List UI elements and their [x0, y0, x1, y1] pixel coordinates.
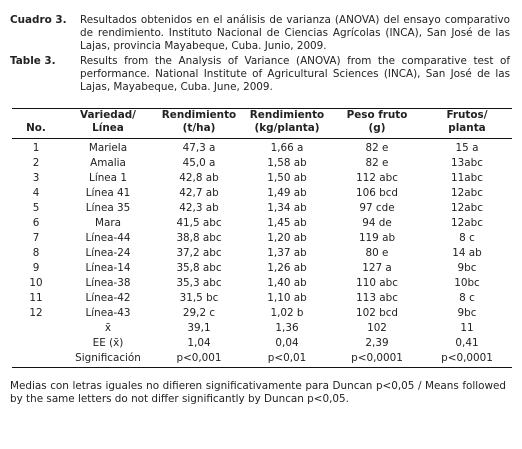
table-row: [12, 306, 512, 321]
table-cell: 29,2 c: [182, 307, 216, 319]
table-cell: Línea-14: [85, 262, 131, 274]
table-cell: 97 cde: [359, 202, 395, 214]
table-row: [12, 261, 512, 276]
header-variedad: Variedad/ Línea: [60, 109, 156, 139]
table-cell: Mariela: [88, 142, 128, 154]
table-row: [12, 231, 512, 246]
table-cell: x̄: [104, 322, 112, 334]
table-cell: 1,04: [187, 337, 211, 349]
table-cell: 12: [29, 307, 43, 319]
caption-text: Resultados obtenidos en el análisis de varianza (ANOVA) del ensayo comparativo de rendimiento. Instituto Nacional de Ciencias Agrícolas (INCA), San José de las Lajas, provincia Mayabeque, Cuba. Junio, 2009.: [80, 14, 510, 52]
table-row: [12, 291, 512, 306]
table-cell: 106 bcd: [355, 187, 399, 199]
table-cell: 41,5 abc: [176, 217, 222, 229]
caption-text: Results from the Analysis of Variance (ANOVA) from the comparative test of performance. National Institute of Agricultural Sciences (INCA), San José de las Lajas, Mayabeque, Cuba. June, 2009.: [80, 55, 510, 93]
table-cell: p<0,0001: [422, 351, 512, 368]
table-cell: 1,50 ab: [267, 172, 307, 184]
table-cell: Línea 41: [85, 187, 131, 199]
summary-row: [12, 351, 512, 368]
table-cell: 14 ab: [452, 247, 482, 259]
summary-row: [12, 336, 512, 351]
table-cell: 3: [32, 172, 40, 184]
table-cell: 1,37 ab: [267, 247, 307, 259]
table-cell: 1,45 ab: [267, 217, 307, 229]
table-cell: 1,20 ab: [267, 232, 307, 244]
table-cell: Línea 1: [89, 172, 127, 184]
table-cell: 12abc: [451, 202, 483, 214]
table-cell: 42,7 ab: [179, 187, 219, 199]
summary-row: [12, 321, 512, 336]
table-cell: 12abc: [451, 217, 483, 229]
table-cell: Línea-43: [85, 307, 131, 319]
table-row: [12, 216, 512, 231]
table-footnote: Medias con letras iguales no difieren significativamente para Duncan p<0,05 / Means followed by the same letters do not differ significantly by Duncan p<0,05.: [10, 380, 506, 405]
table-cell: 5: [32, 202, 40, 214]
header-rendimiento-tha: Rendimiento (t/ha): [156, 109, 242, 139]
table-cell: 2,39: [365, 337, 389, 349]
table-row: [12, 276, 512, 291]
table-cell: 94 de: [362, 217, 392, 229]
table-cell: 12abc: [451, 187, 483, 199]
table-cell: 35,3 abc: [176, 277, 222, 289]
table-cell: [12, 336, 60, 351]
table-row: [12, 139, 512, 157]
table-cell: [12, 351, 60, 368]
table-cell: 82 e: [365, 142, 389, 154]
caption-english: [10, 55, 510, 94]
header-no: No.: [12, 109, 60, 139]
table-cell: Amalia: [90, 157, 126, 169]
table-cell: 15 a: [455, 142, 479, 154]
table-cell: 39,1: [187, 322, 211, 334]
table-cell: 1,40 ab: [267, 277, 307, 289]
table-cell: 8 c: [459, 292, 475, 304]
header-peso-fruto: Peso fruto (g): [332, 109, 422, 139]
table-cell: 10: [29, 277, 43, 289]
table-cell: 45,0 a: [182, 157, 216, 169]
table-cell: 42,3 ab: [179, 202, 219, 214]
table-cell: Mara: [95, 217, 121, 229]
table-cell: 9bc: [457, 262, 477, 274]
table-cell: 6: [32, 217, 40, 229]
table-cell: Línea 35: [85, 202, 131, 214]
header-frutos-planta: Frutos/ planta: [422, 109, 512, 139]
table-cell: Significación: [60, 351, 156, 368]
table-cell: 4: [32, 187, 40, 199]
table-row: [12, 201, 512, 216]
table-cell: Línea-42: [85, 292, 131, 304]
table-cell: 110 abc: [356, 277, 398, 289]
table-cell: 1,10 ab: [267, 292, 307, 304]
anova-table: [12, 108, 512, 368]
table-cell: 119 ab: [358, 232, 396, 244]
table-cell: 10bc: [454, 277, 480, 289]
table-cell: 1,49 ab: [267, 187, 307, 199]
table-cell: 31,5 bc: [179, 292, 219, 304]
table-cell: p<0,001: [156, 351, 242, 368]
caption-spanish: [10, 14, 510, 53]
table-cell: 13abc: [451, 157, 483, 169]
table-cell: 102 bcd: [355, 307, 399, 319]
table-cell: 1,66 a: [270, 142, 304, 154]
table-cell: 2: [32, 157, 40, 169]
table-cell: 9bc: [457, 307, 477, 319]
table-cell: 8: [32, 247, 40, 259]
table-cell: 127 a: [362, 262, 392, 274]
table-cell: 9: [32, 262, 40, 274]
caption-label: Cuadro 3.: [10, 14, 67, 26]
table-cell: 1,26 ab: [267, 262, 307, 274]
table-cell: 47,3 a: [182, 142, 216, 154]
table-cell: Línea-24: [85, 247, 131, 259]
table-cell: 11abc: [451, 172, 483, 184]
table-cell: 112 abc: [356, 172, 398, 184]
header-rendimiento-kg: Rendimiento (kg/planta): [242, 109, 332, 139]
caption-label: Table 3.: [10, 55, 56, 67]
table-cell: 35,8 abc: [176, 262, 222, 274]
table-cell: p<0,0001: [332, 351, 422, 368]
table-row: [12, 246, 512, 261]
table-cell: Línea-44: [85, 232, 131, 244]
table-cell: EE (x̄): [92, 337, 124, 349]
table-cell: 11: [29, 292, 43, 304]
table-cell: 1: [32, 142, 40, 154]
table-cell: 7: [32, 232, 40, 244]
table-cell: 0,41: [455, 337, 479, 349]
table-cell: 8 c: [459, 232, 475, 244]
table-cell: [12, 321, 60, 336]
table-cell: 82 e: [365, 157, 389, 169]
table-cell: p<0,01: [242, 351, 332, 368]
table-cell: 38,8 abc: [176, 232, 222, 244]
table-row: [12, 171, 512, 186]
table-cell: 80 e: [365, 247, 389, 259]
table-cell: 0,04: [275, 337, 299, 349]
table-cell: 1,36: [275, 322, 299, 334]
table-cell: 1,58 ab: [267, 157, 307, 169]
table-cell: 37,2 abc: [176, 247, 222, 259]
table-cell: 102: [367, 322, 387, 334]
table-row: [12, 156, 512, 171]
table-cell: 11: [460, 322, 474, 334]
table-cell: 42,8 ab: [179, 172, 219, 184]
table-cell: Línea-38: [85, 277, 131, 289]
table-cell: 1,02 b: [270, 307, 304, 319]
table-cell: 113 abc: [356, 292, 398, 304]
table-header-row: [12, 109, 512, 139]
table-cell: 1,34 ab: [267, 202, 307, 214]
table-row: [12, 186, 512, 201]
